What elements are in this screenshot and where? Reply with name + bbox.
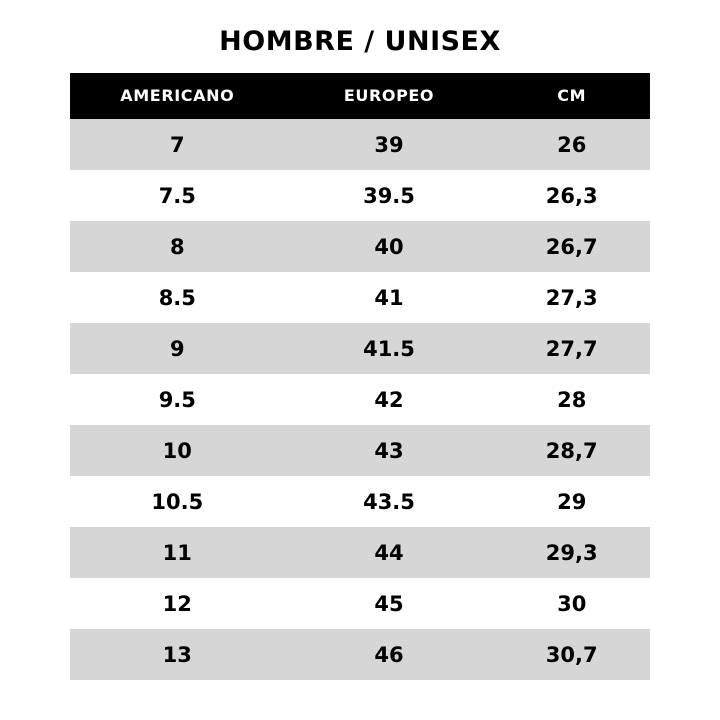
cell-cm: 29,3: [493, 527, 650, 578]
cell-cm: 26,7: [493, 221, 650, 272]
column-header-cm: CM: [493, 73, 650, 119]
cell-americano: 10: [70, 425, 285, 476]
table-row: [70, 629, 650, 680]
cell-americano: 7.5: [70, 170, 285, 221]
cell-europeo: 42: [285, 374, 494, 425]
cell-cm: 27,7: [493, 323, 650, 374]
page-title: HOMBRE / UNISEX: [219, 26, 501, 57]
table-header: [70, 73, 650, 119]
cell-europeo: 40: [285, 221, 494, 272]
column-header-americano: AMERICANO: [70, 73, 285, 119]
table-row: [70, 476, 650, 527]
cell-cm: 30: [493, 578, 650, 629]
cell-americano: 12: [70, 578, 285, 629]
cell-europeo: 39.5: [285, 170, 494, 221]
cell-americano: 9.5: [70, 374, 285, 425]
table-row: [70, 170, 650, 221]
cell-americano: 8.5: [70, 272, 285, 323]
cell-cm: 29: [493, 476, 650, 527]
cell-americano: 7: [70, 119, 285, 170]
size-chart-table: [70, 73, 650, 680]
cell-cm: 30,7: [493, 629, 650, 680]
table-row: [70, 578, 650, 629]
table-row: [70, 323, 650, 374]
cell-europeo: 41.5: [285, 323, 494, 374]
cell-cm: 27,3: [493, 272, 650, 323]
cell-cm: 28,7: [493, 425, 650, 476]
cell-europeo: 43.5: [285, 476, 494, 527]
table-header-row: [70, 73, 650, 119]
table-row: [70, 272, 650, 323]
cell-americano: 13: [70, 629, 285, 680]
cell-europeo: 41: [285, 272, 494, 323]
cell-americano: 9: [70, 323, 285, 374]
cell-europeo: 45: [285, 578, 494, 629]
column-header-europeo: EUROPEO: [285, 73, 494, 119]
table-body: [70, 119, 650, 680]
cell-europeo: 39: [285, 119, 494, 170]
cell-americano: 8: [70, 221, 285, 272]
table-row: [70, 374, 650, 425]
cell-cm: 26: [493, 119, 650, 170]
cell-americano: 11: [70, 527, 285, 578]
table-row: [70, 425, 650, 476]
table-row: [70, 527, 650, 578]
table-row: [70, 119, 650, 170]
table-row: [70, 221, 650, 272]
cell-europeo: 44: [285, 527, 494, 578]
cell-cm: 26,3: [493, 170, 650, 221]
cell-americano: 10.5: [70, 476, 285, 527]
cell-cm: 28: [493, 374, 650, 425]
cell-europeo: 46: [285, 629, 494, 680]
cell-europeo: 43: [285, 425, 494, 476]
